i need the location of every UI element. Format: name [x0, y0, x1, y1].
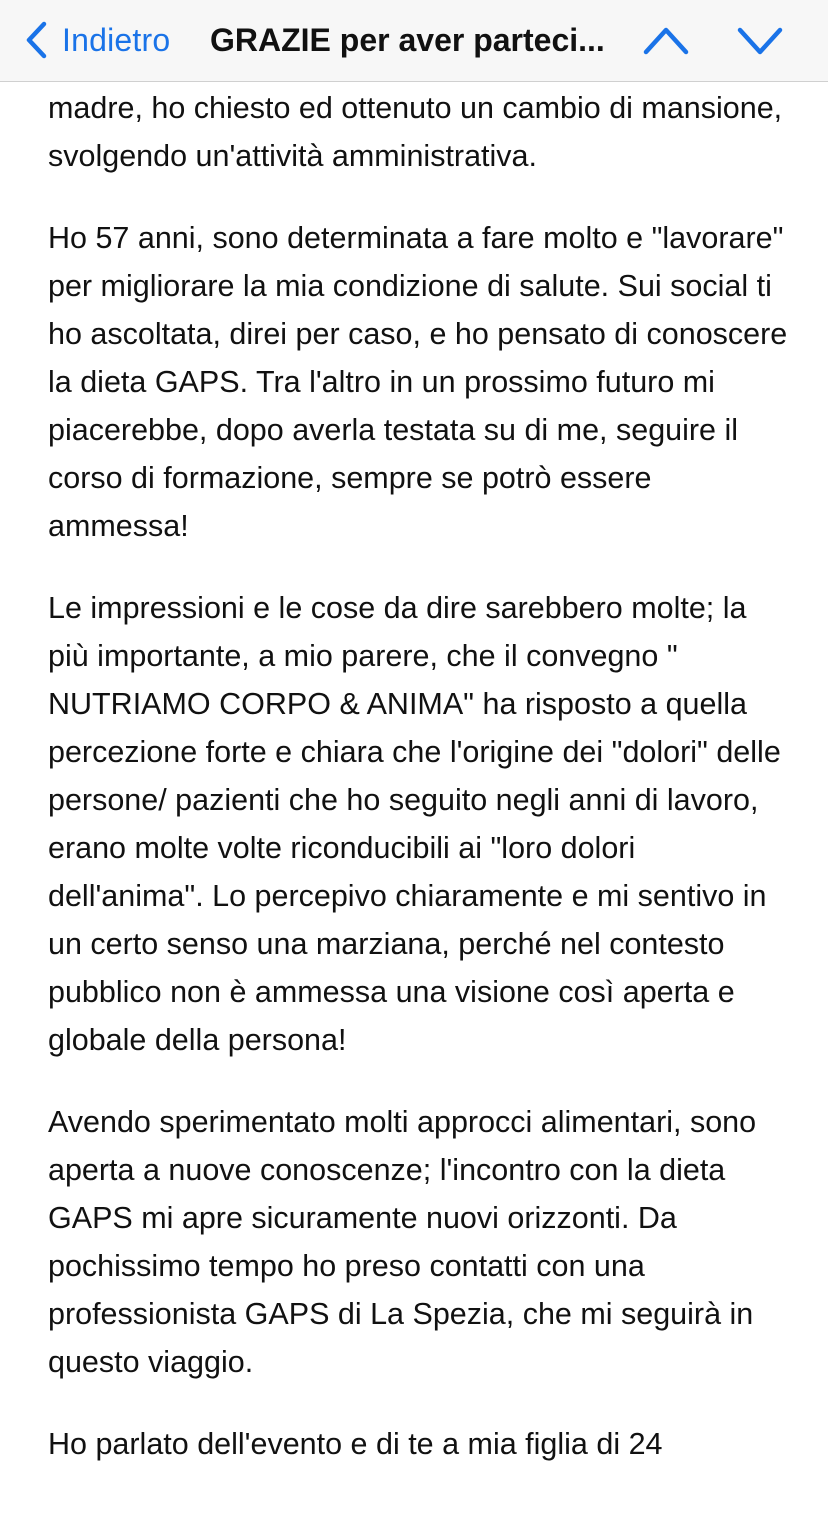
message-paragraph: madre, ho chiesto ed ottenuto un cambio di mansione, svolgendo un'attività amministrativa.: [48, 91, 783, 173]
message-paragraph: Le impressioni e le cose da dire sarebbero molte; la più importante, a mio parere, che il convegno " NUTRIAMO CORPO & ANIMA" ha risposto a quella percezione forte e chiara che l'origine dei "dolori" delle persone/ pazienti che ho seguito negli anni di lavoro, erano molte volte riconducibili ai "loro dolori dell'anima". Lo percepivo chiaramente e mi sentivo in un certo senso una marziana, perché nel contesto pubblico non è ammessa una visione così aperta e globale della persona!: [48, 591, 781, 1057]
message-paragraph: Avendo sperimentato molti approcci alimentari, sono aperta a nuove conoscenze; l'incontro con la dieta GAPS mi apre sicuramente nuovi orizzonti. Da pochissimo tempo ho preso contatti con una professionista GAPS di La Spezia, che mi seguirà in questo viaggio.: [48, 1105, 757, 1379]
next-message-button[interactable]: [736, 20, 784, 60]
chevron-down-icon: [736, 20, 784, 60]
message-body: [48, 82, 788, 1519]
navigation-bar: [0, 0, 828, 82]
message-paragraph: Ho parlato dell'evento e di te a mia figlia di 24: [48, 1427, 663, 1461]
message-paragraph: Ho 57 anni, sono determinata a fare molto e "lavorare" per migliorare la mia condizione di salute. Sui social ti ho ascoltata, direi per caso, e ho pensato di conoscere la dieta GAPS. Tra l'altro in un prossimo futuro mi piacerebbe, dopo averla testata su di me, seguire il corso di formazione, sempre se potrò essere ammessa!: [48, 221, 788, 543]
message-subject-title: GRAZIE per aver parteci...: [210, 22, 605, 58]
chevron-up-icon: [642, 20, 690, 60]
back-label: Indietro: [62, 21, 171, 58]
previous-message-button[interactable]: [642, 20, 690, 60]
back-button[interactable]: [24, 17, 170, 63]
chevron-left-icon: [24, 20, 48, 60]
